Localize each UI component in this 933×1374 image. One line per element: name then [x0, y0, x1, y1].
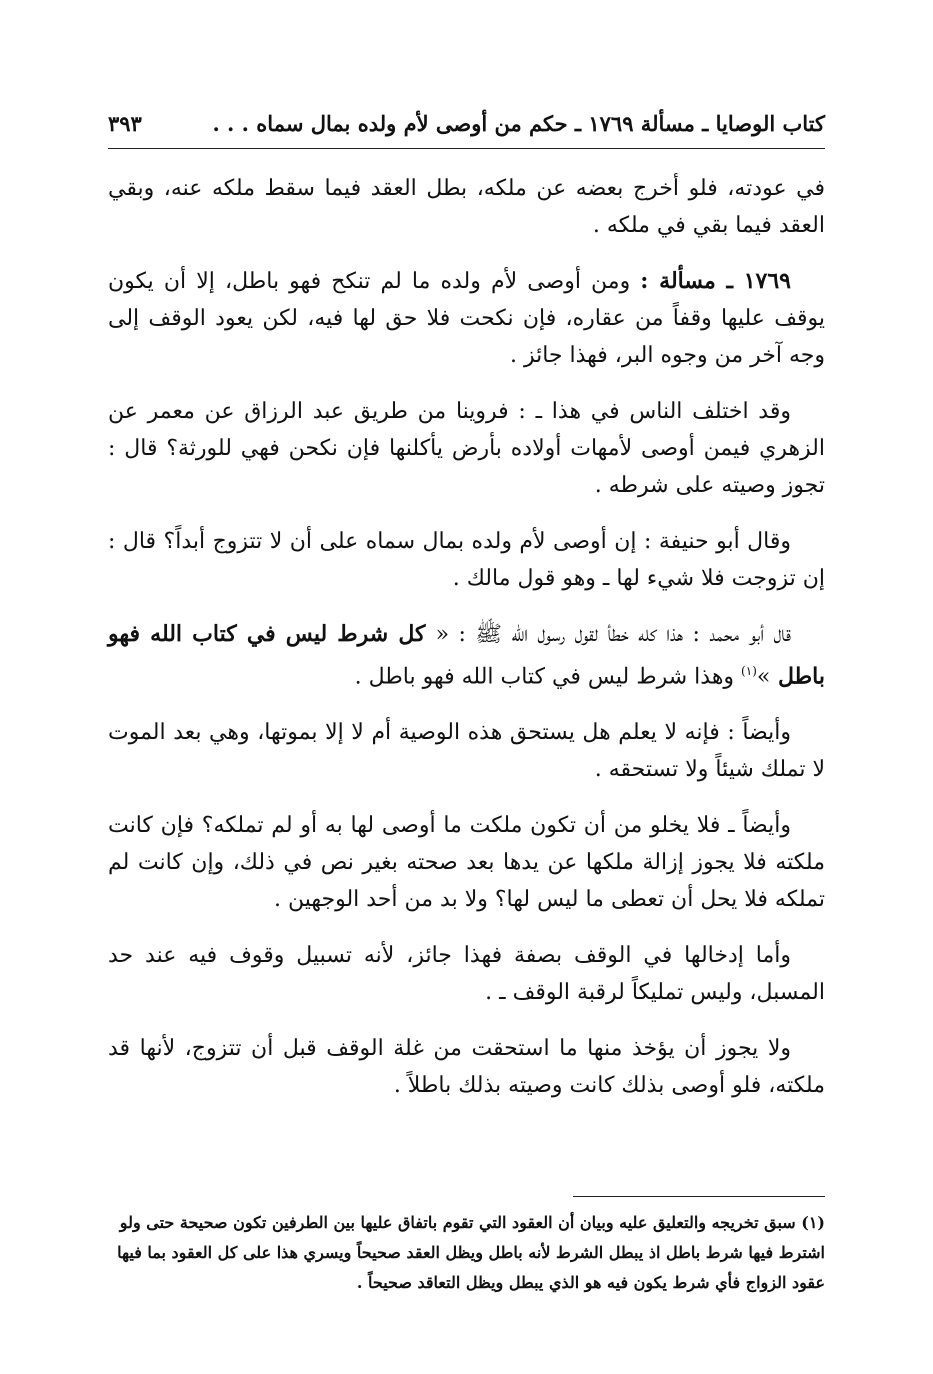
paragraph-text: وأيضاً ـ فلا يخلو من أن تكون ملكت ما أوصى لها به أو لم تملكه؟ فإن كانت ملكته فلا يجوز إزالة ملكها عن يدها بعد صحته بغير نص في ذلك، وإن كانت لم تملكه فلا يحل أن تعطى ما ليس لها؟ ولا بد من أحد الوجهين . — [108, 813, 825, 913]
paragraph-text: ولا يجوز أن يؤخذ منها ما استحقت من غلة الوقف قبل أن تتزوج، لأنها قد ملكته، فلو أوصى بذلك كانت وصيته بذلك باطلاً . — [108, 1036, 825, 1099]
paragraph-2 — [108, 263, 825, 374]
paragraph-8 — [108, 937, 825, 1011]
paragraph-text: وقد اختلف الناس في هذا ـ : فروينا من طريق عبد الرزاق عن معمر عن الزهري فيمن أوصى لأمهات أولاده بأرض يأكلنها فإن نكحن فهي للورثة؟ قال : تجوز وصيته على شرطه . — [108, 399, 825, 498]
footnote-line: (١) سبق تخريجه والتعليق عليه وبيان أن العقود التي تقوم باتفاق عليها بين الطرفين تكون صحيحة حتى ولو — [119, 1213, 825, 1232]
footnote-ref: (١) — [741, 664, 757, 678]
paragraph-3 — [108, 393, 825, 504]
paragraph-5 — [108, 616, 825, 695]
paragraph-4 — [108, 523, 825, 597]
header-title: كتاب الوصايا ـ مسألة ١٧٦٩ ـ حكم من أوصى لأم ولده بمال سماه . . . — [212, 111, 825, 136]
paragraph-text: في عودته، فلو أخرج بعضه عن ملكه، بطل العقد فيما سقط ملكه عنه، وبقي العقد فيما بقي في ملكه . — [108, 176, 825, 238]
issue-heading: ١٧٦٩ ـ مسألة : — [640, 268, 791, 294]
paragraph-1 — [108, 170, 825, 244]
paragraph-7 — [108, 807, 825, 918]
footnote — [108, 1208, 825, 1298]
paragraph-9 — [108, 1030, 825, 1104]
paragraph-text: وهذا شرط ليس في كتاب الله فهو باطل . — [354, 664, 742, 690]
book-page — [108, 0, 825, 1374]
hadith-quote: كل شرط ليس في كتاب الله فهو باطل — [108, 621, 825, 690]
footnote-line: عقود الزواج فأي شرط يكون فيه هو الذي يبطل ويظل التعاقد صحيحاً . — [356, 1273, 825, 1292]
quote-close: » — [756, 664, 771, 690]
paragraph-text: وأيضاً : فإنه لا يعلم هل يستحق هذه الوصية أم لا إلا بموتها، وهي بعد الموت لا تملك شيئاً ولا تستحقه . — [108, 720, 825, 783]
footnote-line: اشترط فيها شرط باطل اذ يبطل الشرط لأنه باطل ويظل العقد صحيحاً ويسري هذا على كل العقود بما فيها — [117, 1243, 825, 1262]
paragraph-text: وأما إدخالها في الوقف بصفة فهذا جائز، لأنه تسبيل وقوف فيه عند حد المسبل، وليس تمليكاً لرقبة الوقف ـ . — [108, 943, 825, 1006]
page-number: ٣٩٣ — [108, 111, 142, 136]
main-text — [108, 170, 825, 1123]
header-divider — [108, 148, 825, 149]
paragraph-text: وقال أبو حنيفة : إن أوصى لأم ولده بمال سماه على أن لا تتزوج أبداً؟ قال : إن تزوجت فلا شيء لها ـ وهو قول مالك . — [108, 529, 825, 591]
paragraph-text: ومن أوصى لأم ولده ما لم تنكح فهو باطل، إلا أن يكون يوقف عليها وقفاً من عقاره، فإن نكحت فلا حق لها فيه، لكن يعود الوقف إلى وجه آخر من وجوه البر، فهذا جائز . — [108, 269, 825, 368]
paragraph-6 — [108, 714, 825, 788]
paragraph-text: قال أبو محمد : هذا كله خطأ لقول رسول الله ﷺ : « — [435, 622, 791, 647]
running-header — [108, 96, 825, 136]
footnote-divider — [573, 1196, 825, 1197]
